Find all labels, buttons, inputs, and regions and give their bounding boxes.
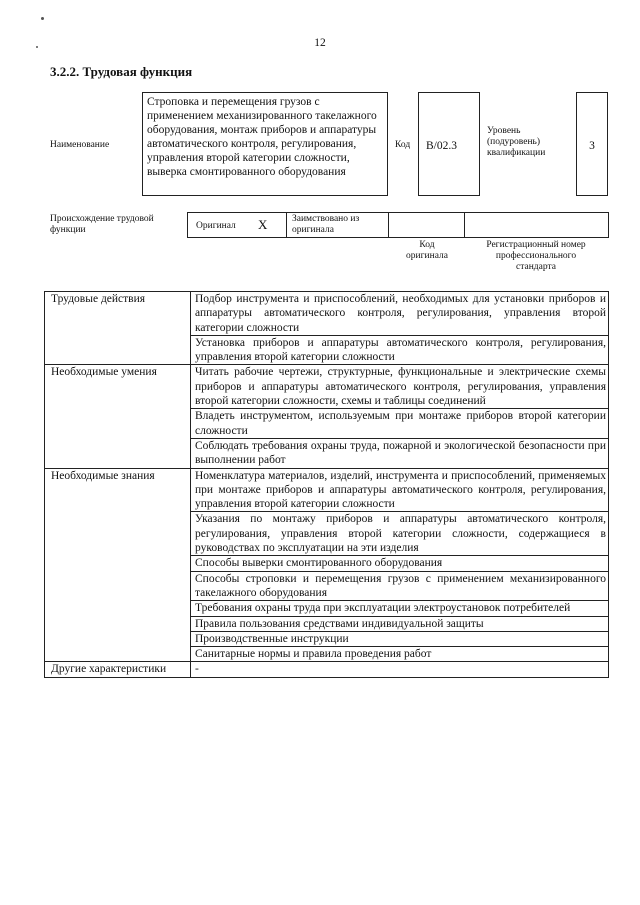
code-value: B/02.3 — [426, 140, 457, 152]
table-row — [45, 292, 609, 336]
row-item: Соблюдать требования охраны труда, пожарной и экологической безопасности при выполнении работ — [191, 438, 609, 468]
row-item: Способы выверки смонтированного оборудования — [191, 556, 609, 571]
row-item: Установка приборов и аппаратуры автоматического контроля, регулирования, управления второй категории сложности — [191, 335, 609, 365]
original-label: Оригинал — [196, 221, 236, 231]
code-label: Код — [395, 140, 411, 150]
function-name-box — [142, 92, 388, 196]
origin-label: Происхождение трудовой функции — [50, 214, 154, 235]
table-row — [45, 662, 609, 677]
table-row — [45, 468, 609, 512]
row-item: Владеть инструментом, используемым при монтаже приборов второй категории сложности — [191, 409, 609, 439]
row-item: Указания по монтажу приборов и аппаратуры автоматического контроля, регулирования, управления второй категории сложности, содержащиеся в руководствах по эксплуатации на эти изделия — [191, 512, 609, 556]
name-label: Наименование — [50, 140, 110, 150]
level-box — [576, 92, 608, 196]
row-item: Номенклатура материалов, изделий, инструмента и приспособлений, применяемых при монтаже приборов и аппаратуры автоматического контроля, регулирования, управления второй категории сложности — [191, 468, 609, 512]
row-category: Необходимые умения — [45, 365, 191, 468]
function-name: Строповка и перемещения грузов с применением механизированного такелажного оборудования, монтаж приборов и аппаратуры автоматического контроля, регулирования, управления второй категории сложности, выверка смонтированного оборудования — [147, 96, 377, 178]
code-box — [418, 92, 480, 196]
section-title: 3.2.2. Трудовая функция — [50, 64, 193, 79]
original-mark: X — [258, 217, 268, 232]
row-category: Трудовые действия — [45, 292, 191, 365]
row-item: Читать рабочие чертежи, структурные, функциональные и электрические схемы приборов и аппаратуры автоматического контроля, регулирования, управления второй категории сложности, схемы и таблицы соединений — [191, 365, 609, 409]
page-number: 12 — [314, 37, 326, 49]
level-label: Уровень (подуровень) квалификации — [487, 126, 546, 158]
row-item: Подбор инструмента и приспособлений, необходимых для установки приборов и аппаратуры автоматического контроля, регулирования, управления второй категории сложности — [191, 292, 609, 336]
row-item: - — [191, 662, 609, 677]
origin-divider — [388, 212, 389, 238]
origin-divider — [286, 212, 287, 238]
scan-speck — [41, 17, 44, 20]
row-category: Другие характеристики — [45, 662, 191, 677]
borrowed-label: Заимствовано из оригинала — [292, 214, 360, 235]
requirements-table — [44, 291, 609, 678]
code-caption: Код оригинала — [406, 240, 448, 261]
row-item: Способы строповки и перемещения грузов с применением механизированного такелажного оборудования — [191, 571, 609, 601]
origin-box — [187, 212, 609, 238]
row-item: Правила пользования средствами индивидуальной защиты — [191, 616, 609, 631]
origin-divider — [464, 212, 465, 238]
row-category: Необходимые знания — [45, 468, 191, 662]
row-item: Санитарные нормы и правила проведения работ — [191, 647, 609, 662]
level-value: 3 — [589, 140, 595, 152]
row-item: Производственные инструкции — [191, 631, 609, 646]
table-row — [45, 365, 609, 409]
row-item: Требования охраны труда при эксплуатации электроустановок потребителей — [191, 601, 609, 616]
reg-caption: Регистрационный номер профессионального стандарта — [486, 240, 586, 272]
